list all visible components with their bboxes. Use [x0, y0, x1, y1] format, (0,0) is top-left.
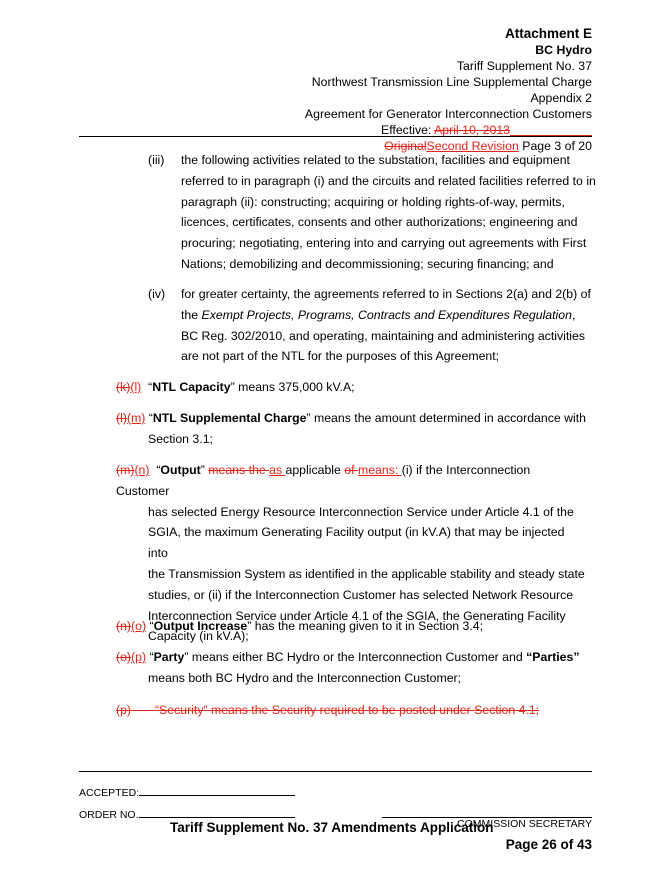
- appendix-label: Appendix 2: [530, 91, 592, 105]
- number-inserted: (m): [126, 411, 146, 425]
- tariff-supplement-label: Tariff Supplement No. 37: [456, 59, 592, 73]
- text-line: licences, certificates, consents and other authorizations; engineering and: [181, 215, 578, 230]
- subparagraph-text: [181, 284, 601, 367]
- order-number-line: [139, 806, 295, 818]
- text-line: [116, 408, 586, 429]
- number-inserted: (l): [130, 380, 142, 394]
- text-line: [181, 305, 601, 326]
- quote-close: ”: [247, 619, 252, 633]
- text-line: [116, 647, 586, 668]
- text-line: the following activities related to the substation, facilities and equipment: [181, 153, 570, 167]
- text-deleted: of: [344, 463, 358, 477]
- regulation-title: Exempt Projects, Programs, Contracts and Expenditures Regulation: [201, 307, 572, 322]
- revision-deleted: Original: [384, 139, 427, 153]
- order-label: ORDER NO.: [79, 809, 139, 821]
- text-line: for greater certainty, the agreements referred to in Sections 2(a) and 2(b) of: [181, 287, 591, 301]
- definition-text-deleted: “Security” means the Security required to be posted under Section 4.1;: [154, 703, 540, 717]
- defined-term: Party: [153, 650, 185, 664]
- defined-term: NTL Supplemental Charge: [152, 411, 307, 425]
- page-number: Page 26 of 43: [505, 837, 592, 852]
- number-inserted: (o): [131, 619, 147, 633]
- definition-text: means 375,000 kV.A;: [234, 380, 355, 394]
- definition-ntl-capacity: [116, 377, 586, 398]
- footer-rule: [79, 771, 592, 772]
- text-line: are not part of the NTL for the purposes of this Agreement;: [181, 349, 500, 364]
- defined-term-text: Parties: [532, 650, 574, 664]
- subparagraph-number: (iv): [148, 287, 166, 301]
- commission-secretary-label: COMMISSION SECRETARY: [457, 818, 592, 830]
- accepted-signature-line: [139, 784, 295, 796]
- text-line: paragraph (ii): constructing; acquiring or holding rights-of-way, permits,: [181, 194, 565, 209]
- number-deleted: (p): [116, 703, 132, 717]
- attachment-label: Attachment E: [504, 26, 592, 41]
- defined-term: [526, 650, 579, 664]
- definition-party: [116, 647, 586, 689]
- agreement-title: Agreement for Generator Interconnection Customers: [304, 107, 592, 121]
- quote-open: “: [526, 650, 533, 664]
- text-line: Section 3.1;: [148, 431, 213, 446]
- text-line: Nations; demobilizing and decommissioning; securing financing; and: [181, 256, 554, 271]
- text-line: BC Reg. 302/2010, and operating, maintaining and administering activities: [181, 328, 585, 343]
- text-span: the: [181, 307, 202, 322]
- text-line: [116, 460, 586, 502]
- number-inserted: (n): [134, 463, 150, 477]
- company-name: BC Hydro: [535, 43, 592, 57]
- defined-term: Output: [160, 463, 201, 477]
- quote-open: “: [149, 650, 154, 664]
- quote-open: “: [148, 411, 153, 425]
- quote-close: ”: [200, 463, 205, 477]
- quote-close: ”: [306, 411, 311, 425]
- text-line: studies, or (ii) if the Interconnection Customer has selected Network Resource: [148, 587, 574, 602]
- accepted-label: ACCEPTED:: [79, 787, 140, 799]
- defined-term: Output Increase: [153, 619, 248, 633]
- text-line: means both BC Hydro and the Interconnection Customer;: [148, 670, 462, 685]
- definition-text: (i) if the Interconnection Customer: [116, 463, 531, 498]
- subparagraph-text: [181, 150, 601, 275]
- number-deleted: (o): [116, 650, 132, 664]
- text-inserted: means:: [357, 463, 402, 477]
- spacer-deleted: [131, 703, 155, 717]
- text-span: ,: [571, 307, 576, 322]
- effective-date-deleted: April 10, 2013: [434, 123, 510, 137]
- effective-date-inserted-blank: [510, 123, 592, 137]
- page-header: [305, 26, 592, 154]
- quote-close: ”: [184, 650, 189, 664]
- text-line: procuring; negotiating, entering into and carrying out agreements with First: [181, 236, 587, 251]
- accepted-field: [79, 784, 295, 799]
- definition-text: means either BC Hydro or the Interconnection Customer and: [188, 650, 527, 664]
- number-deleted: (l): [116, 411, 127, 425]
- charge-title: Northwest Transmission Line Supplemental Charge: [311, 75, 592, 89]
- header-rule: [79, 136, 592, 137]
- text-line: the Transmission System as identified in the applicable stability and steady state: [148, 566, 585, 581]
- revision-inserted: Second Revision: [426, 139, 519, 153]
- quote-open: “: [149, 619, 154, 633]
- quote-close: ”: [573, 650, 580, 664]
- defined-term: NTL Capacity: [152, 380, 231, 394]
- definition-ntl-supplemental-charge: [116, 408, 586, 450]
- definition-output-increase: [116, 616, 586, 637]
- definition-text: has the meaning given to it in Section 3.4;: [251, 619, 484, 633]
- definition-text: means the amount determined in accordance with: [310, 411, 586, 425]
- text-line: SGIA, the maximum Generating Facility output (in kV.A) that may be injected into: [148, 525, 565, 561]
- quote-open: “: [148, 380, 153, 394]
- text-line: has selected Energy Resource Interconnection Service under Article 4.1 of the: [148, 504, 574, 519]
- text-deleted: means the: [208, 463, 270, 477]
- definition-security-deleted: [116, 700, 586, 721]
- definition-text: applicable: [285, 463, 345, 477]
- text-line: Interconnection Service under Article 4.1 of the SGIA, the Generating Facility: [148, 608, 566, 623]
- text-line: Capacity (in kV.A);: [148, 629, 249, 644]
- order-field: [79, 806, 295, 821]
- effective-label: Effective:: [381, 123, 435, 137]
- quote-close: ”: [230, 380, 235, 394]
- text-line: referred to in paragraph (i) and the circuits and related facilities referred to in: [181, 173, 596, 188]
- number-deleted: (k): [116, 380, 131, 394]
- text-inserted: as: [269, 463, 286, 477]
- subparagraph-number: (iii): [148, 153, 165, 167]
- number-deleted: (m): [116, 463, 135, 477]
- application-title: Tariff Supplement No. 37 Amendments Application: [170, 820, 494, 835]
- page-of-label: Page 3 of 20: [518, 139, 592, 153]
- number-deleted: (n): [116, 619, 132, 633]
- quote-open: “: [156, 463, 161, 477]
- number-inserted: (p): [131, 650, 147, 664]
